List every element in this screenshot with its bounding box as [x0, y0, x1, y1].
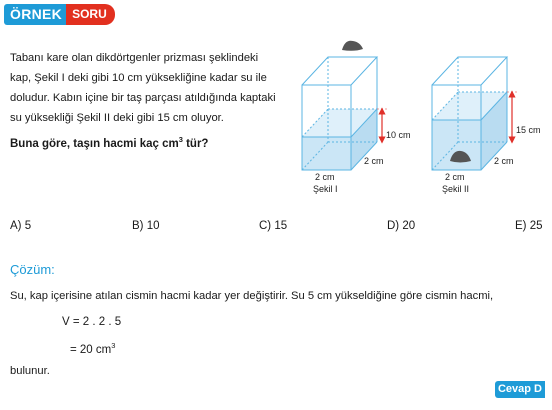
fig1-stone-icon [342, 41, 363, 51]
eq2-prefix: = 20 cm [70, 343, 112, 356]
badge-ornek: ÖRNEK [4, 4, 67, 25]
eq2-sup: 3 [111, 341, 116, 350]
option-c[interactable]: C) 15 [259, 220, 288, 232]
fig1-caption: Şekil I [313, 184, 338, 194]
fig1-side-label: 2 cm [364, 156, 384, 166]
question-prefix: Buna göre, taşın hacmi kaç cm [10, 137, 179, 150]
fig2-caption: Şekil II [442, 184, 470, 194]
option-e[interactable]: E) 25 [515, 220, 543, 232]
prism-figures [290, 30, 552, 200]
example-question-badge [4, 3, 115, 25]
solution-text: Su, kap içerisine atılan cismin hacmi kadar yer değiştirir. Su 5 cm yükseldiğine göre cismin hacmi, [10, 290, 494, 302]
option-b[interactable]: B) 10 [132, 220, 160, 232]
question-text [10, 135, 278, 150]
question-sup: 3 [178, 135, 183, 144]
option-a[interactable]: A) 5 [10, 220, 32, 232]
fig1-bottom-label: 2 cm [315, 172, 335, 182]
fig2-side-label: 2 cm [494, 156, 514, 166]
solution-equation-1: V = 2 . 2 . 5 [62, 316, 122, 328]
problem-text: Tabanı kare olan dikdörtgenler prizması şeklindeki kap, Şekil I deki gibi 10 cm yüksekliğine kadar su ile doludur. Kabın içine bir taş parçası atıldığında kaptaki su yüksekliği Şekil II deki gibi 15 cm oluyor. [10, 52, 276, 124]
fig1-height-label: 10 cm [386, 130, 411, 140]
fig2-height-label: 15 cm [516, 125, 541, 135]
figure-1 [302, 41, 411, 194]
question-suffix: tür? [182, 137, 209, 150]
fig1-water-front [302, 137, 351, 170]
solution-heading: Çözüm: [10, 262, 55, 277]
solution-closing: bulunur. [10, 365, 50, 377]
badge-soru: SORU [66, 4, 115, 25]
option-d[interactable]: D) 20 [387, 220, 416, 232]
solution-equation-2 [70, 341, 115, 356]
fig2-bottom-label: 2 cm [445, 172, 465, 182]
fig2-water-front [432, 120, 481, 170]
answer-badge: Cevap D [495, 381, 545, 398]
figure-2 [432, 57, 541, 194]
